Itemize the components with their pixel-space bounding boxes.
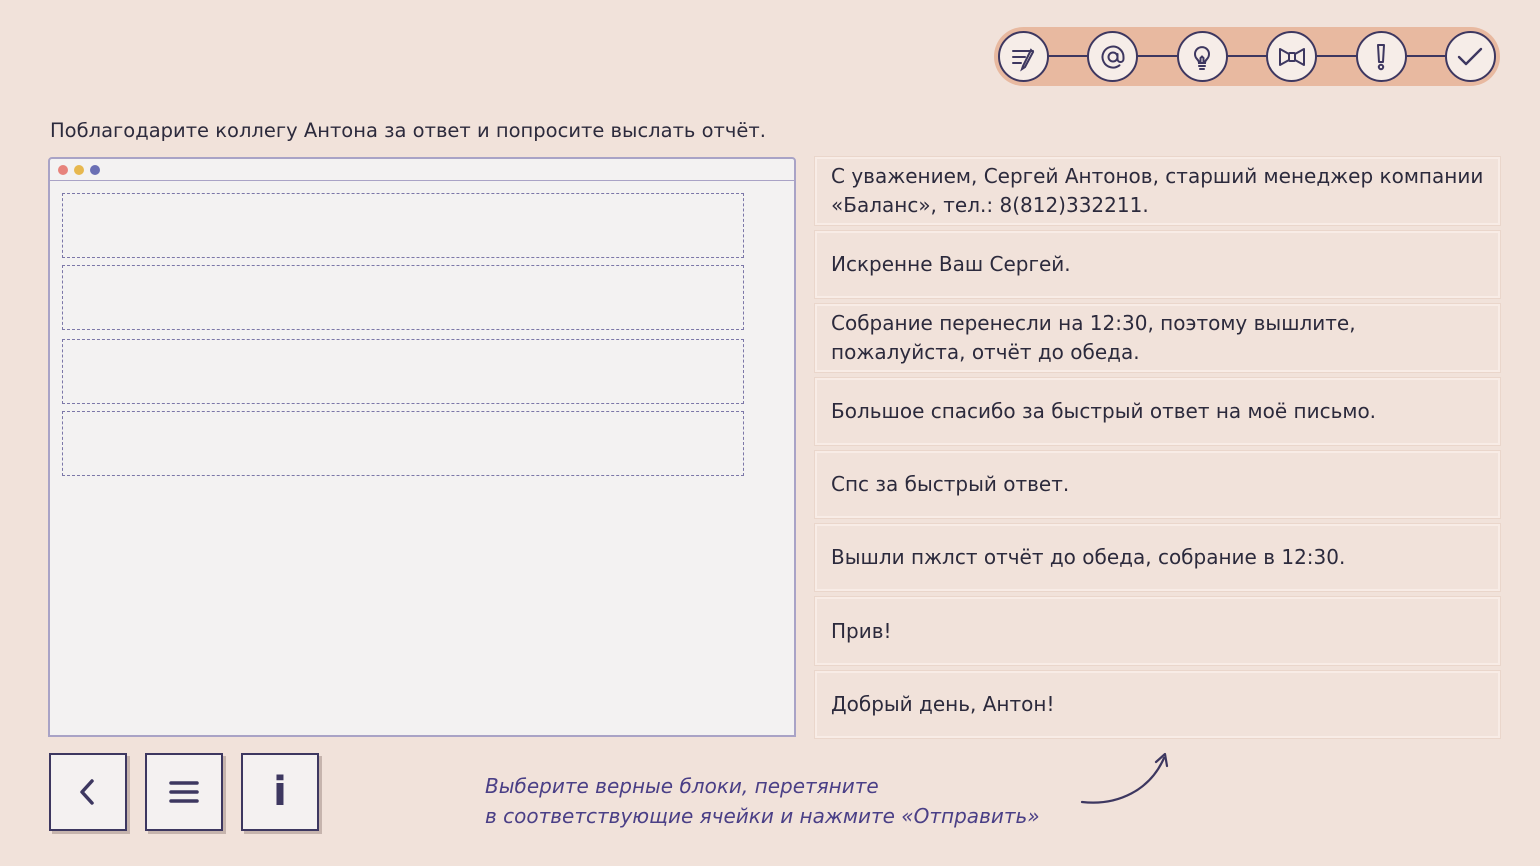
info-button[interactable] xyxy=(241,753,319,831)
option-block[interactable]: Большое спасибо за быстрый ответ на моё письмо. xyxy=(815,378,1500,445)
info-icon: i xyxy=(273,769,287,815)
pen-lines-icon xyxy=(1009,42,1039,72)
hint-line-1: Выберите верные блоки, перетяните xyxy=(485,774,879,798)
hint-text xyxy=(485,771,1040,831)
window-close-dot xyxy=(58,165,68,175)
bow-tie-icon xyxy=(1277,42,1307,72)
lightbulb-icon xyxy=(1187,42,1217,72)
hint-line-2: в соответствующие ячейки и нажмите «Отправить» xyxy=(485,804,1040,828)
window-titlebar xyxy=(50,159,794,181)
option-block[interactable]: Спс за быстрый ответ. xyxy=(815,451,1500,518)
checkmark-icon xyxy=(1455,42,1485,72)
option-block[interactable]: Прив! xyxy=(815,597,1500,665)
task-instruction: Поблагодарите коллегу Антона за ответ и попросите выслать отчёт. xyxy=(50,119,766,142)
email-window xyxy=(48,157,796,737)
drop-slot-2[interactable] xyxy=(62,265,744,330)
step-idea xyxy=(1177,31,1228,82)
hamburger-icon xyxy=(168,778,200,806)
step-address xyxy=(1087,31,1138,82)
step-writing xyxy=(998,31,1049,82)
step-done xyxy=(1445,31,1496,82)
step-etiquette xyxy=(1266,31,1317,82)
window-maximize-dot xyxy=(90,165,100,175)
drop-slot-3[interactable] xyxy=(62,339,744,404)
option-block[interactable]: Добрый день, Антон! xyxy=(815,671,1500,738)
option-block[interactable]: Искренне Ваш Сергей. xyxy=(815,231,1500,298)
menu-button[interactable] xyxy=(145,753,223,831)
progress-bar xyxy=(994,27,1500,86)
step-important xyxy=(1356,31,1407,82)
drop-slot-4[interactable] xyxy=(62,411,744,476)
chevron-left-icon xyxy=(75,777,101,807)
hint-arrow-icon xyxy=(1078,748,1174,810)
at-sign-icon xyxy=(1098,42,1128,72)
window-minimize-dot xyxy=(74,165,84,175)
exclamation-icon xyxy=(1366,42,1396,72)
option-block[interactable]: Вышли пжлст отчёт до обеда, собрание в 12:30. xyxy=(815,524,1500,591)
option-block[interactable]: Собрание перенесли на 12:30, поэтому вышлите, пожалуйста, отчёт до обеда. xyxy=(815,304,1500,372)
back-button[interactable] xyxy=(49,753,127,831)
option-block[interactable]: С уважением, Сергей Антонов, старший менеджер компании «Баланс», тел.: 8(812)332211. xyxy=(815,157,1500,225)
drop-slot-1[interactable] xyxy=(62,193,744,258)
